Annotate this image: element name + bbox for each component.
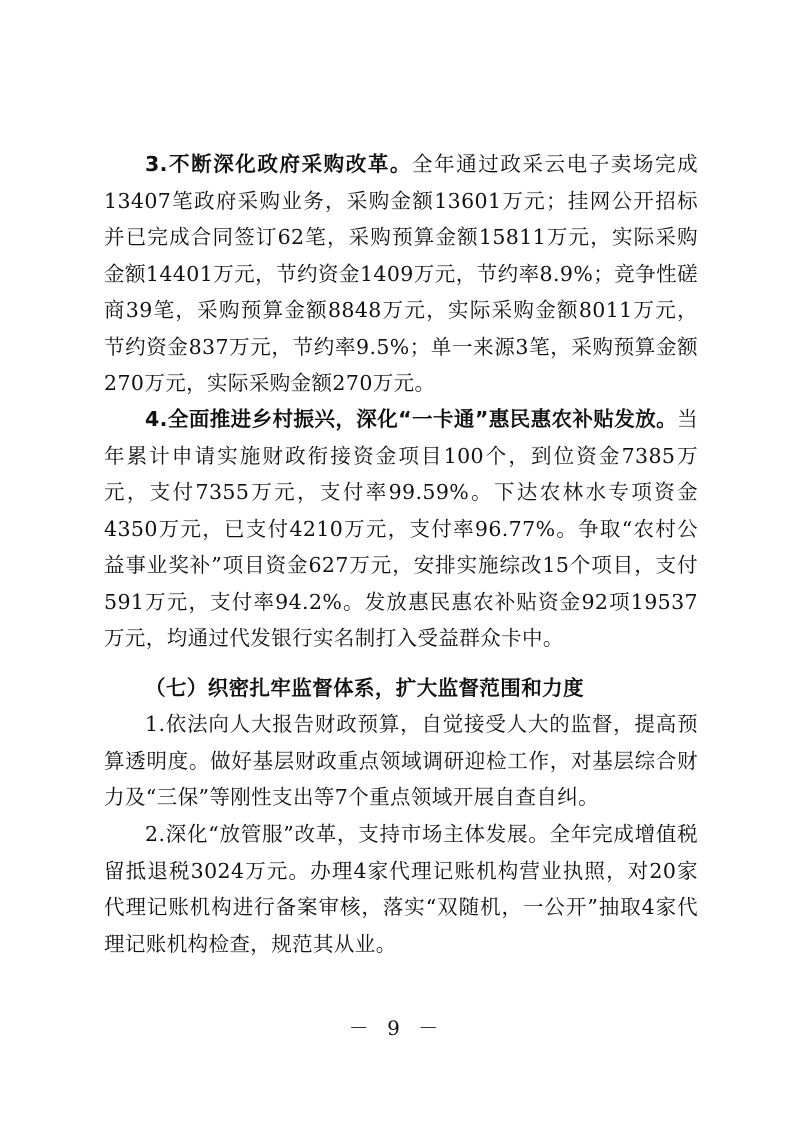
paragraph-rural-revitalization (104, 401, 698, 657)
page-number: － 9 － (348, 1016, 445, 1040)
paragraph-budget-report: 1.依法向人大报告财政预算，自觉接受人大的监督，提高预算透明度。做好基层财政重点领域调研迎检工作，对基层综合财力及“三保”等刚性支出等7个重点领域开展自查自纠。 (104, 712, 698, 809)
paragraph-body-procurement: 全年通过政采云电子卖场完成13407笔政府采购业务，采购金额13601万元；挂网公开招标并已完成合同签订62笔，采购预算金额15811万元，实际采购金额14401万元，节约资金1409万元，节约率8.9%；竞争性磋商39笔，采购预算金额8848万元，实际采购金额8011万元，节约资金837万元，节约率9.5%；单一来源3笔，采购预算金额270万元，实际采购金额270万元。 (104, 152, 698, 395)
paragraph-reform-services: 2.深化“放管服”改革，支持市场主体发展。全年完成增值税留抵退税3024万元。办理4家代理记账机构营业执照，对20家代理记账机构进行备案审核，落实“双随机，一公开”抽取4家代理记账机构检查，规范其从业。 (104, 822, 698, 956)
paragraph-lead-procurement: 3.不断深化政府采购改革。 (145, 152, 413, 176)
paragraph-body-rural: 当年累计申请实施财政衔接资金项目100个，到位资金7385万元，支付7355万元，支付率99.59%。下达农林水专项资金4350万元，已支付4210万元，支付率96.77%。争取“农村公益事业奖补”项目资金627万元，安排实施综改15个项目，支付591万元，支付率94.2%。发放惠民惠农补贴资金92项19537万元，均通过代发银行实名制打入受益群众卡中。 (104, 407, 698, 650)
paragraph-procurement-reform (104, 146, 698, 402)
paragraph-lead-rural: 4.全面推进乡村振兴，深化“一卡通”惠民惠农补贴发放。 (145, 407, 678, 431)
section-heading-supervision: （七）织密扎牢监督体系，扩大监督范围和力度 (145, 676, 584, 700)
